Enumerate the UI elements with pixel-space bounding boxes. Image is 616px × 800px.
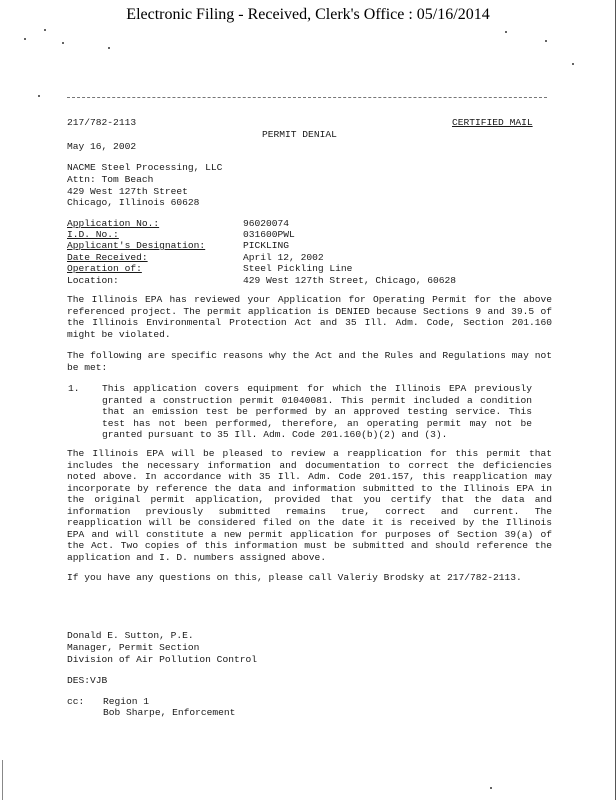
signature-title: Manager, Permit Section bbox=[67, 642, 200, 653]
signature-division: Division of Air Pollution Control bbox=[67, 654, 257, 665]
field-value: 031600PWL bbox=[243, 229, 295, 240]
signature-name: Donald E. Sutton, P.E. bbox=[67, 630, 194, 641]
field-value: 96020074 bbox=[243, 218, 290, 229]
field-label: Date Received: bbox=[67, 252, 148, 263]
field-value: Steel Pickling Line bbox=[243, 263, 353, 274]
paragraph-denial: The Illinois EPA has reviewed your Application for Operating Permit for the above referenced project. The permit application is DENIED because Sections 9 and 39.5 of the Illinois Environmental Protection Act and 35 Ill. Adm. Code, Section 201.160 might be violated. bbox=[67, 294, 552, 340]
address-line-company: NACME Steel Processing, LLC bbox=[67, 162, 223, 173]
scan-speck bbox=[38, 95, 40, 97]
certified-mail-label: CERTIFIED MAIL bbox=[452, 117, 533, 128]
scan-speck bbox=[490, 787, 492, 789]
list-item-number: 1. bbox=[68, 383, 80, 394]
scan-speck bbox=[545, 40, 547, 42]
cc-label: cc: bbox=[67, 696, 85, 707]
phone-number: 217/782-2113 bbox=[67, 117, 137, 128]
field-value: PICKLING bbox=[243, 240, 290, 251]
scan-speck bbox=[108, 47, 110, 49]
list-item bbox=[68, 383, 558, 441]
paragraph-reasons-intro: The following are specific reasons why the Act and the Rules and Regulations may not be met: bbox=[67, 350, 552, 373]
filing-stamp: Electronic Filing - Received, Clerk's Office : 05/16/2014 bbox=[126, 6, 490, 23]
letterhead-rule bbox=[67, 97, 547, 98]
address-line-attn: Attn: Tom Beach bbox=[67, 174, 154, 185]
letter-date: May 16, 2002 bbox=[67, 141, 137, 152]
address-line-city: Chicago, Illinois 60628 bbox=[67, 197, 200, 208]
scan-speck bbox=[24, 38, 26, 40]
cc-recipient: Bob Sharpe, Enforcement bbox=[103, 707, 236, 718]
paragraph-reapplication: The Illinois EPA will be pleased to review a reapplication for this permit that includes the necessary information and documentation to correct the deficiencies noted above. In accordance with 35 Ill. Adm. Code 201.157, this reapplication may incorporate by reference the data and information submitted to the Illinois EPA in the original permit application, provided that you certify that the data and information previously submitted remains true, correct and current. The reapplication will be considered filed on the date it is received by the Illinois EPA and will constitute a new permit application for purposes of Section 39(a) of the Act. Two copies of this information must be submitted and should reference the application and I. D. numbers assigned above. bbox=[67, 448, 552, 563]
field-label: Applicant's Designation: bbox=[67, 240, 206, 251]
scan-speck bbox=[572, 63, 574, 65]
field-label: Location: bbox=[67, 275, 119, 286]
address-line-street: 429 West 127th Street bbox=[67, 186, 188, 197]
field-label: Operation of: bbox=[67, 263, 142, 274]
field-value: 429 West 127th Street, Chicago, 60628 bbox=[243, 275, 457, 286]
document-title: PERMIT DENIAL bbox=[262, 129, 337, 140]
scan-speck bbox=[505, 31, 507, 33]
scan-speck bbox=[62, 42, 64, 44]
list-item-text: This application covers equipment for which the Illinois EPA previously granted a construction permit 01040081. This permit included a condition that an emission test be performed by an approved testing service. This test has not been performed, therefore, an operating permit may not be granted pursuant to 35 Ill. Adm. Code 201.160(b)(2) and (3). bbox=[102, 383, 532, 440]
field-label: Application No.: bbox=[67, 218, 160, 229]
paragraph-contact: If you have any questions on this, please call Valeriy Brodsky at 217/782-2113. bbox=[67, 572, 522, 583]
field-value: April 12, 2002 bbox=[243, 252, 324, 263]
scan-edge-line-left bbox=[2, 760, 3, 800]
reasons-list bbox=[68, 383, 558, 441]
scan-speck bbox=[44, 29, 46, 31]
typist-initials: DES:VJB bbox=[67, 675, 108, 686]
cc-recipient: Region 1 bbox=[103, 696, 150, 707]
field-label: I.D. No.: bbox=[67, 229, 119, 240]
